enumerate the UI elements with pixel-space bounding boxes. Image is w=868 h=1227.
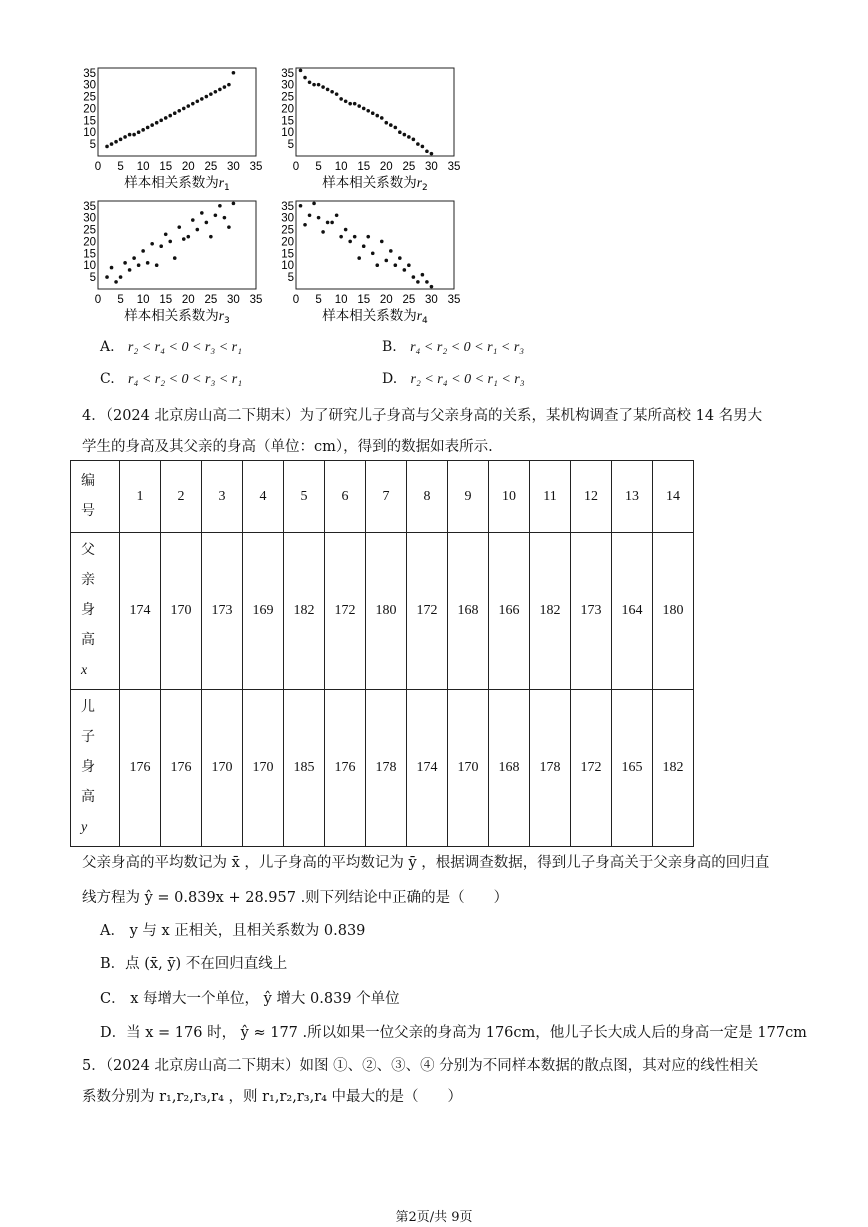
y-tick-label: 30	[281, 79, 294, 92]
scatter-point	[371, 252, 375, 256]
x-tick-label: 15	[159, 294, 173, 306]
scatter-point	[407, 135, 411, 139]
scatter-point	[425, 280, 429, 284]
table-cell: 172	[325, 533, 366, 690]
q5-stem-line1: 5．（2024 北京房山高二下期末）如图 ①、②、③、④ 分别为不同样本数据的散点图，其对应的线性相关	[82, 1058, 759, 1074]
table-cell: 14	[653, 461, 694, 533]
scatter-point	[114, 140, 118, 144]
scatter-point	[330, 221, 334, 225]
scatter-point	[186, 235, 190, 239]
row-header-char: 父	[81, 543, 95, 558]
plot-caption: 样本相关系数为$r_4$	[322, 308, 428, 326]
scatter-point	[141, 249, 145, 253]
q4-option-c: C． x 每增大一个单位， ŷ 增大 0.839 个单位	[100, 991, 400, 1007]
scatter-point	[177, 225, 181, 229]
scatter-point	[335, 92, 339, 96]
height-data-table	[70, 460, 694, 847]
table-cell: 10	[489, 461, 530, 533]
x-tick-label: 20	[379, 294, 393, 306]
y-tick-label: 15	[83, 115, 96, 128]
x-tick-label: 10	[334, 294, 348, 306]
table-cell: 6	[325, 461, 366, 533]
plot-caption: 样本相关系数为$r_3$	[124, 308, 230, 326]
scatter-point	[132, 133, 136, 137]
y-tick-label: 25	[83, 224, 96, 237]
plot-frame	[296, 68, 454, 156]
scatter-point	[339, 235, 343, 239]
table-cell: 182	[530, 533, 571, 690]
scatter-plot-2	[268, 60, 461, 195]
scatter-point	[353, 235, 357, 239]
x-tick-label: 20	[379, 161, 393, 173]
q3-option-c: C. r₄ < r₂ < 0 < r₃ < r₁	[100, 371, 243, 387]
table-cell: 13	[612, 461, 653, 533]
table-cell: 165	[612, 690, 653, 847]
scatter-point	[421, 273, 425, 277]
x-tick-label: 10	[136, 161, 150, 173]
y-tick-label: 20	[281, 103, 294, 116]
scatter-svg	[70, 193, 263, 328]
scatter-point	[394, 263, 398, 267]
scatter-point	[384, 121, 388, 125]
x-tick-label: 25	[204, 294, 218, 306]
scatter-point	[348, 240, 352, 244]
scatter-plot-3	[70, 193, 263, 328]
row-header-char: 子	[81, 730, 95, 745]
scatter-point	[191, 218, 195, 222]
scatter-point	[141, 128, 145, 132]
scatter-point	[168, 114, 172, 118]
x-tick-label: 30	[425, 294, 438, 306]
table-cell: 4	[243, 461, 284, 533]
scatter-point	[416, 142, 420, 146]
x-tick-label: 5	[315, 294, 322, 306]
q3-option-b: B. r₄ < r₂ < 0 < r₁ < r₃	[382, 339, 525, 355]
y-tick-label: 25	[281, 91, 294, 104]
q4-option-b: B．点 (x̄, ȳ) 不在回归直线上	[100, 956, 288, 972]
row-header-char: 高	[81, 790, 95, 805]
scatter-point	[371, 111, 375, 115]
scatter-point	[403, 133, 407, 137]
scatter-point	[375, 114, 379, 118]
scatter-point	[173, 256, 177, 260]
scatter-point	[362, 107, 366, 111]
x-tick-label: 20	[181, 161, 195, 173]
x-tick-label: 35	[447, 294, 461, 306]
scatter-point	[303, 223, 307, 227]
scatter-point	[173, 111, 177, 115]
scatter-point	[110, 266, 114, 270]
scatter-point	[196, 99, 200, 103]
scatter-point	[412, 138, 416, 142]
y-tick-label: 30	[83, 79, 96, 92]
table-cell: 182	[653, 690, 694, 847]
scatter-point	[119, 275, 123, 279]
scatter-point	[227, 83, 231, 87]
scatter-point	[159, 244, 163, 248]
table-cell: 170	[202, 690, 243, 847]
table-cell: 9	[448, 461, 489, 533]
scatter-point	[308, 80, 312, 84]
scatter-point	[214, 213, 218, 217]
scatter-point	[218, 88, 222, 92]
plot-caption: 样本相关系数为$r_2$	[322, 175, 428, 193]
scatter-point	[299, 69, 303, 73]
y-tick-label: 5	[287, 272, 294, 285]
table-cell: 12	[571, 461, 612, 533]
y-tick-label: 20	[83, 236, 96, 249]
plot-frame	[296, 201, 454, 289]
plot-caption: 样本相关系数为$r_1$	[124, 175, 230, 193]
scatter-point	[114, 280, 118, 284]
row-header-char: 身	[81, 603, 95, 618]
table-cell: 170	[161, 533, 202, 690]
table-cell: 173	[571, 533, 612, 690]
scatter-point	[164, 232, 168, 236]
y-tick-label: 15	[281, 248, 294, 261]
scatter-point	[137, 130, 141, 134]
scatter-point	[398, 130, 402, 134]
q4-stem-line1: 4．（2024 北京房山高二下期末）为了研究儿子身高与父亲身高的关系，某机构调查了某所高校 14 名男大	[82, 408, 763, 424]
scatter-point	[348, 102, 352, 106]
scatter-point	[375, 263, 379, 267]
table-cell: 176	[120, 690, 161, 847]
row-header-son	[71, 690, 120, 847]
scatter-point	[317, 216, 321, 220]
q3-option-d: D. r₂ < r₄ < 0 < r₁ < r₃	[382, 371, 525, 387]
q4-after-line2: 线方程为 ŷ = 0.839x + 28.957 .则下列结论中正确的是（ ）	[82, 890, 509, 906]
table-cell: 168	[489, 690, 530, 847]
x-tick-label: 25	[402, 294, 416, 306]
scatter-point	[191, 102, 195, 106]
scatter-point	[362, 244, 366, 248]
scatter-point	[357, 104, 361, 108]
x-tick-label: 5	[117, 294, 124, 306]
y-tick-label: 15	[83, 248, 96, 261]
scatter-point	[389, 123, 393, 127]
table-cell: 178	[366, 690, 407, 847]
scatter-point	[344, 228, 348, 232]
page-footer: 第2页/共 9页	[395, 1210, 473, 1225]
scatter-point	[128, 268, 132, 272]
y-tick-label: 10	[281, 260, 294, 273]
table-cell: 169	[243, 533, 284, 690]
scatter-point	[128, 133, 132, 137]
q5-stem-line2: 系数分别为 r₁,r₂,r₃,r₄ ，则 r₁,r₂,r₃,r₄ 中最大的是（ ）	[82, 1089, 463, 1105]
table-cell: 5	[284, 461, 325, 533]
scatter-point	[326, 88, 330, 92]
x-tick-label: 0	[292, 161, 300, 173]
table-cell: 172	[571, 690, 612, 847]
table-cell: 180	[653, 533, 694, 690]
scatter-point	[119, 138, 123, 142]
scatter-point	[380, 116, 384, 120]
table-row-father	[71, 533, 694, 690]
y-tick-label: 25	[281, 224, 294, 237]
y-tick-label: 20	[83, 103, 96, 116]
table-cell: 1	[120, 461, 161, 533]
y-tick-label: 35	[83, 67, 96, 80]
scatter-point	[155, 121, 159, 125]
y-tick-label: 35	[281, 67, 294, 80]
scatter-point	[303, 76, 307, 80]
scatter-point	[380, 240, 384, 244]
scatter-point	[209, 235, 213, 239]
row-header-char: 亲	[81, 573, 95, 588]
table-cell: 185	[284, 690, 325, 847]
scatter-point	[227, 225, 231, 229]
table-cell: 170	[243, 690, 284, 847]
scatter-point	[150, 123, 154, 127]
scatter-svg	[268, 60, 461, 195]
x-tick-label: 0	[94, 294, 102, 306]
x-tick-label: 35	[447, 161, 461, 173]
scatter-point	[299, 204, 303, 208]
scatter-point	[330, 90, 334, 94]
scatter-point	[110, 142, 114, 146]
scatter-point	[223, 216, 227, 220]
y-tick-label: 35	[281, 200, 294, 213]
scatter-point	[182, 237, 186, 241]
table-cell: 174	[407, 690, 448, 847]
scatter-point	[137, 263, 141, 267]
scatter-point	[312, 202, 316, 206]
y-tick-label: 5	[89, 272, 96, 285]
scatter-point	[218, 204, 222, 208]
table-cell: 182	[284, 533, 325, 690]
table-cell: 3	[202, 461, 243, 533]
scatter-point	[150, 242, 154, 246]
row-header-char: 身	[81, 760, 95, 775]
scatter-point	[425, 149, 429, 153]
x-tick-label: 10	[136, 294, 150, 306]
scatter-point	[403, 268, 407, 272]
scatter-point	[366, 235, 370, 239]
scatter-point	[394, 126, 398, 130]
scatter-point	[177, 109, 181, 113]
x-tick-label: 5	[117, 161, 124, 173]
scatter-point	[421, 145, 425, 149]
scatter-point	[200, 97, 204, 101]
scatter-point	[105, 275, 109, 279]
scatter-point	[123, 261, 127, 265]
table-cell: 166	[489, 533, 530, 690]
scatter-point	[308, 213, 312, 217]
table-cell: 173	[202, 533, 243, 690]
row-header-char: 儿	[81, 700, 95, 715]
x-tick-label: 10	[334, 161, 348, 173]
scatter-point	[205, 221, 209, 225]
q3-option-a: A. r₂ < r₄ < 0 < r₃ < r₁	[100, 339, 242, 355]
table-cell: 178	[530, 690, 571, 847]
scatter-point	[214, 90, 218, 94]
scatter-svg	[70, 60, 263, 195]
table-cell: 170	[448, 690, 489, 847]
scatter-point	[232, 202, 236, 206]
x-tick-label: 20	[181, 294, 195, 306]
scatter-point	[105, 145, 109, 149]
scatter-point	[200, 211, 204, 215]
y-tick-label: 10	[83, 260, 96, 273]
table-row-son	[71, 690, 694, 847]
y-tick-label: 5	[287, 139, 294, 152]
scatter-point	[321, 85, 325, 89]
x-tick-label: 30	[425, 161, 438, 173]
scatter-point	[353, 102, 357, 106]
scatter-point	[416, 280, 420, 284]
row-header-father	[71, 533, 120, 690]
scatter-point	[430, 152, 434, 156]
scatter-point	[326, 221, 330, 225]
scatter-point	[196, 228, 200, 232]
table-cell: 180	[366, 533, 407, 690]
y-tick-label: 30	[281, 212, 294, 225]
x-tick-label: 5	[315, 161, 322, 173]
x-tick-label: 15	[357, 161, 371, 173]
scatter-point	[182, 107, 186, 111]
q4-option-a: A． y 与 x 正相关，且相关系数为 0.839	[100, 923, 366, 939]
x-tick-label: 35	[249, 161, 263, 173]
y-tick-label: 25	[83, 91, 96, 104]
scatter-point	[407, 263, 411, 267]
scatter-plot-4	[268, 193, 461, 328]
scatter-point	[146, 126, 150, 130]
row-header-id	[71, 461, 120, 533]
x-tick-label: 15	[357, 294, 371, 306]
scatter-point	[412, 275, 416, 279]
y-tick-label: 15	[281, 115, 294, 128]
y-tick-label: 20	[281, 236, 294, 249]
row-header-char: 号	[81, 503, 95, 519]
scatter-point	[344, 99, 348, 103]
row-header-char: x	[81, 663, 88, 678]
scatter-point	[164, 116, 168, 120]
table-cell: 164	[612, 533, 653, 690]
y-tick-label: 30	[83, 212, 96, 225]
y-tick-label: 35	[83, 200, 96, 213]
scatter-point	[209, 92, 213, 96]
scatter-point	[389, 249, 393, 253]
scatter-point	[430, 285, 434, 289]
x-tick-label: 30	[227, 294, 240, 306]
scatter-point	[159, 119, 163, 123]
table-row-id	[71, 461, 694, 533]
scatter-plot-1	[70, 60, 263, 195]
x-tick-label: 35	[249, 294, 263, 306]
q4-stem-line2: 学生的身高及其父亲的身高（单位：cm），得到的数据如表所示.	[82, 439, 493, 455]
scatter-point	[223, 85, 227, 89]
scatter-point	[384, 259, 388, 263]
scatter-svg	[268, 193, 461, 328]
y-tick-label: 10	[83, 127, 96, 140]
scatter-point	[132, 256, 136, 260]
table-cell: 7	[366, 461, 407, 533]
table-cell: 176	[161, 690, 202, 847]
scatter-point	[168, 240, 172, 244]
row-header-char: y	[81, 820, 88, 835]
table-cell: 8	[407, 461, 448, 533]
scatter-point	[357, 256, 361, 260]
y-tick-label: 10	[281, 127, 294, 140]
row-header-char: 编	[81, 473, 95, 489]
scatter-point	[339, 97, 343, 101]
table-cell: 176	[325, 690, 366, 847]
x-tick-label: 15	[159, 161, 173, 173]
y-tick-label: 5	[89, 139, 96, 152]
scatter-point	[317, 83, 321, 87]
table-cell: 168	[448, 533, 489, 690]
q4-after-line1: 父亲身高的平均数记为 x̄ ，儿子身高的平均数记为 ȳ ，根据调查数据，得到儿子身高关于父亲身高的回归直	[82, 855, 770, 871]
x-tick-label: 0	[94, 161, 102, 173]
scatter-point	[335, 213, 339, 217]
scatter-point	[146, 261, 150, 265]
table-cell: 2	[161, 461, 202, 533]
table-cell: 172	[407, 533, 448, 690]
row-header-char: 高	[81, 633, 95, 648]
scatter-point	[155, 263, 159, 267]
q4-option-d: D．当 x = 176 时， ŷ ≈ 177 .所以如果一位父亲的身高为 176cm，他儿子长大成人后的身高一定是 177cm	[100, 1025, 807, 1041]
scatter-point	[205, 95, 209, 99]
x-tick-label: 25	[402, 161, 416, 173]
scatter-point	[321, 230, 325, 234]
x-tick-label: 30	[227, 161, 240, 173]
scatter-point	[232, 71, 236, 75]
scatter-point	[123, 135, 127, 139]
scatter-point	[312, 83, 316, 87]
scatter-point	[186, 104, 190, 108]
table-cell: 174	[120, 533, 161, 690]
x-tick-label: 25	[204, 161, 218, 173]
table-cell: 11	[530, 461, 571, 533]
scatter-point	[398, 256, 402, 260]
plot-frame	[98, 68, 256, 156]
scatter-point	[366, 109, 370, 113]
x-tick-label: 0	[292, 294, 300, 306]
